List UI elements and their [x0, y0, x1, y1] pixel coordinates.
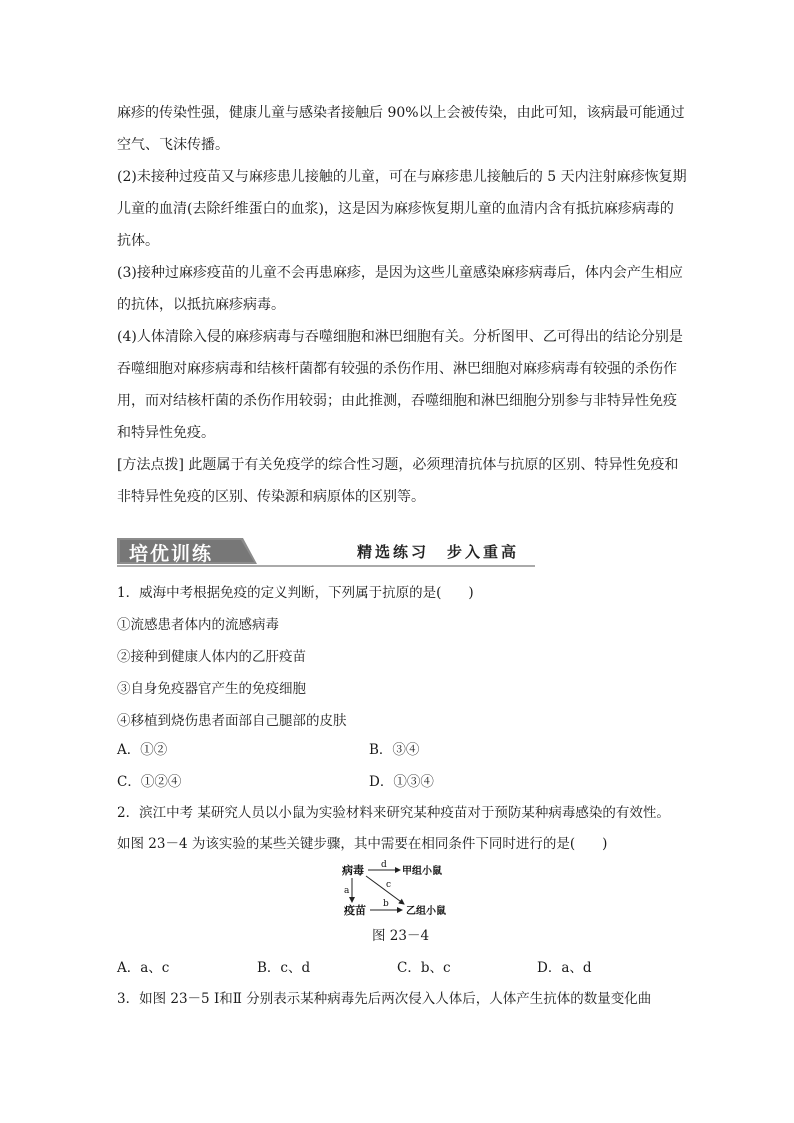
- text-line: (4)人体清除入侵的麻疹病毒与吞噬细胞和淋巴细胞有关。分析图甲、乙可得出的结论分别是: [117, 329, 683, 345]
- section-title: 培优训练: [129, 543, 214, 565]
- diagram-vaccine: 疫苗: [344, 904, 366, 917]
- option-c[interactable]: C．①②④: [117, 774, 182, 790]
- text-line: 麻疹的传染性强，健康儿童与感染者接触后 90%以上会被传染，由此可知，该病最可能通过: [117, 105, 685, 121]
- answer-explanation: [117, 97, 689, 513]
- label-b: b: [383, 899, 389, 909]
- section-banner: [117, 534, 535, 568]
- text-line: 的抗体，以抵抗麻疹病毒。: [117, 297, 285, 313]
- question-stem: 1．威海中考根据免疫的定义判断，下列属于抗原的是( ): [117, 585, 474, 601]
- option-c[interactable]: C．b、c: [397, 960, 451, 976]
- figure-caption: 图 23－4: [372, 928, 430, 944]
- diagram-group-a: 甲组小鼠: [402, 866, 442, 877]
- option-a[interactable]: A．①②: [117, 742, 168, 758]
- label-c: c: [386, 880, 392, 890]
- question-stem: 如图 23－4 为该实验的某些关键步骤，其中需要在相同条件下同时进行的是( ): [117, 836, 608, 852]
- text-line: 和特异性免疫。: [117, 425, 215, 441]
- option-d[interactable]: D．a、d: [537, 960, 592, 976]
- option-b[interactable]: B．③④: [369, 742, 420, 758]
- option-a[interactable]: A．a、c: [117, 960, 170, 976]
- diagram-svg: [340, 858, 460, 918]
- label-d: d: [381, 860, 387, 870]
- text-line: (2)未接种过疫苗又与麻疹患儿接触的儿童，可在与麻疹患儿接触后的 5 天内注射麻疹恢复期: [117, 169, 687, 185]
- diagram-group-b: 乙组小鼠: [406, 906, 446, 917]
- question-item: ②接种到健康人体内的乙肝疫苗: [117, 649, 306, 665]
- section-subtitle: 精选练习 步入重高: [357, 543, 520, 561]
- label-a: a: [344, 886, 350, 896]
- option-d[interactable]: D．①③④: [369, 774, 434, 790]
- text-line: 抗体。: [117, 233, 159, 249]
- text-line: [方法点拨] 此题属于有关免疫学的综合性习题，必须理清抗体与抗原的区别、特异性免疫和: [117, 457, 679, 473]
- text-line: 空气、飞沫传播。: [117, 137, 229, 153]
- text-line: 非特异性免疫的区别、传染源和病原体的区别等。: [117, 489, 425, 505]
- question-stem: 2．滨江中考 某研究人员以小鼠为实验材料来研究某种疫苗对于预防某种病毒感染的有效性。: [117, 805, 670, 821]
- text-line: 儿童的血清(去除纤维蛋白的血浆)，这是因为麻疹恢复期儿童的血清内含有抵抗麻疹病毒的: [117, 201, 674, 217]
- text-line: 用，而对结核杆菌的杀伤作用较弱；由此推测，吞噬细胞和淋巴细胞分别参与非特异性免疫: [117, 393, 677, 409]
- text-line: (3)接种过麻疹疫苗的儿童不会再患麻疹，是因为这些儿童感染麻疹病毒后，体内会产生相应: [117, 265, 683, 281]
- experiment-diagram: [340, 858, 460, 918]
- question-item: ①流感患者体内的流感病毒: [117, 617, 279, 633]
- text-line: 吞噬细胞对麻疹病毒和结核杆菌都有较强的杀伤作用、淋巴细胞对麻疹病毒有较强的杀伤作: [117, 361, 677, 377]
- diagram-virus: 病毒: [342, 864, 364, 877]
- question-item: ③自身免疫器官产生的免疫细胞: [117, 681, 306, 697]
- question-item: ④移植到烧伤患者面部自己腿部的皮肤: [117, 713, 347, 729]
- question-stem: 3．如图 23－5 Ⅰ和Ⅱ 分别表示某种病毒先后两次侵入人体后，人体产生抗体的数量变化曲: [117, 991, 652, 1007]
- option-b[interactable]: B．c、d: [257, 960, 311, 976]
